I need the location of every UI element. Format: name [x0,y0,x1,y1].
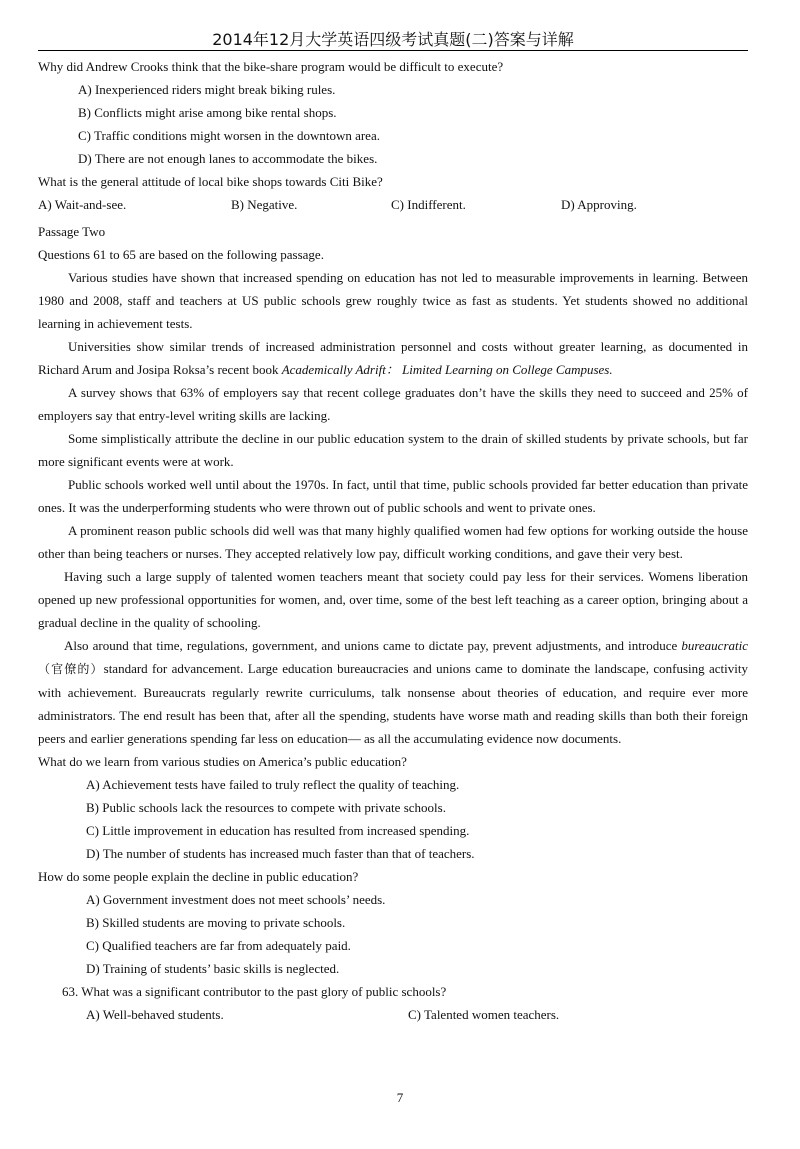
document-body [38,55,748,1026]
page-number: 7 [396,1090,404,1105]
answer-option: B) Skilled students are moving to private schools. [86,915,346,930]
answer-option: C) Talented women teachers. [408,1007,560,1022]
answer-option: C) Qualified teachers are far from adequately paid. [86,938,351,953]
answer-options-row [38,1003,748,1026]
question-text: How do some people explain the decline in public education? [38,869,359,884]
book-title: Academically Adrift： Limited Learning on College Campuses. [281,362,613,377]
passage-paragraph: A prominent reason public schools did well was that many highly qualified women had few options for working outside the house other than being teachers or nurses. They accepted relatively low pay, difficult working conditions, and gave their very best. [38,523,748,561]
passage-intro: Questions 61 to 65 are based on the following passage. [38,247,324,262]
answer-option: D) Approving. [561,197,637,212]
answer-option: B) Conflicts might arise among bike rental shops. [78,105,337,120]
term-gloss: （官僚的） [38,662,104,676]
paragraph-text: standard for advancement. Large education bureaucracies and unions came to dominate the landscape, confusing activity with achievement. Bureaucrats regularly rewrite curriculums, talk nonsense about theories of education, and require ever more administrators. The end result has been that, after all the spending, students have worse math and reading skills than both their foreign peers and earlier generations spending far less on education— as all the accumulating evidence now documents. [38,661,748,746]
passage-paragraph: Public schools worked well until about the 1970s. In fact, until that time, public schools provided far better education than private ones. It was the underperforming students who were thrown out of public schools and went to private ones. [38,477,748,515]
passage-paragraph: A survey shows that 63% of employers say that recent college graduates don’t have the skills they need to succeed and 25% of employers say that entry-level writing skills are lacking. [38,385,748,423]
answer-option: B) Public schools lack the resources to compete with private schools. [86,800,446,815]
answer-options-row [38,193,748,216]
passage-paragraph: Some simplistically attribute the decline in our public education system to the drain of skilled students by private schools, but far more significant events were at work. [38,431,748,469]
answer-option: C) Indifferent. [391,197,466,212]
passage-label: Passage Two [38,224,106,239]
answer-option: D) There are not enough lanes to accommodate the bikes. [78,151,378,166]
answer-option: A) Inexperienced riders might break biking rules. [78,82,336,97]
answer-option: D) Training of students’ basic skills is neglected. [86,961,340,976]
answer-option: A) Government investment does not meet schools’ needs. [86,892,386,907]
question-text: What do we learn from various studies on America’s public education? [38,754,407,769]
answer-option: C) Traffic conditions might worsen in the downtown area. [78,128,380,143]
paragraph-text: Also around that time, regulations, government, and unions came to dictate pay, prevent adjustments, and introduce [64,638,682,653]
header-rule [38,50,748,51]
glossed-term: bureaucratic [681,638,748,653]
answer-option: A) Wait-and-see. [38,197,127,212]
page-header-title: 2014年12月大学英语四级考试真题(二)答案与详解 [212,30,574,49]
passage-paragraph [38,634,748,750]
paragraph-text: Universities show similar trends of increased administration personnel and costs without greater learning, as documented in Richard Arum and Josipa Roksa’s recent book [38,339,748,377]
answer-option: A) Well-behaved students. [86,1007,224,1022]
answer-option: D) The number of students has increased much faster than that of teachers. [86,846,475,861]
question-text: 63. What was a significant contributor to the past glory of public schools? [62,984,447,999]
answer-option: C) Little improvement in education has resulted from increased spending. [86,823,470,838]
passage-paragraph [38,335,748,381]
answer-option: A) Achievement tests have failed to truly reflect the quality of teaching. [86,777,460,792]
passage-paragraph: Various studies have shown that increased spending on education has not led to measurable improvements in learning. Between 1980 and 2008, staff and teachers at US public schools grew roughly twice as fast as students. Yet students showed no additional learning in achievement tests. [38,270,748,331]
question-text: What is the general attitude of local bike shops towards Citi Bike? [38,174,383,189]
question-text: Why did Andrew Crooks think that the bike-share program would be difficult to execute? [38,59,504,74]
passage-paragraph: Having such a large supply of talented women teachers meant that society could pay less for their services. Womens liberation opened up new professional opportunities for women, and, over time, some of the best left teaching as a career option, bringing about a gradual decline in the quality of schooling. [38,569,748,630]
answer-option: B) Negative. [231,197,298,212]
